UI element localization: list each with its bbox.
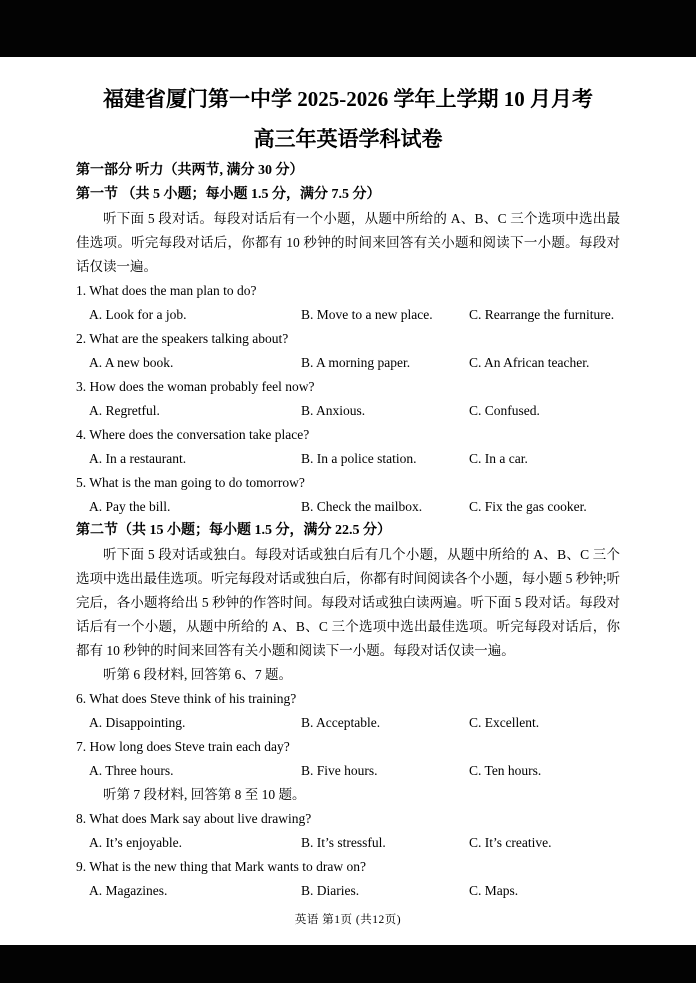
bottom-black-bar bbox=[0, 945, 696, 983]
question-8 bbox=[76, 807, 620, 855]
question-options bbox=[76, 831, 620, 855]
question-options bbox=[76, 303, 620, 327]
option-a: A. A new book. bbox=[89, 355, 174, 370]
question-options bbox=[76, 759, 620, 783]
option-c: C. In a car. bbox=[469, 451, 528, 466]
part1-heading: 第一部分 听力（共两节, 满分 30 分） bbox=[76, 163, 304, 178]
option-b: B. Five hours. bbox=[301, 763, 378, 778]
option-a: A. Magazines. bbox=[89, 883, 168, 898]
question-text: 1. What does the man plan to do? bbox=[76, 283, 257, 298]
section2-heading: 第二节（共 15 小题；每小题 1.5 分，满分 22.5 分） bbox=[76, 523, 391, 538]
option-c: C. Fix the gas cooker. bbox=[469, 499, 587, 514]
page-content bbox=[0, 57, 696, 945]
material-note-6: 听第 6 段材料, 回答第 6、7 题。 bbox=[103, 667, 292, 682]
question-text: 6. What does Steve think of his training? bbox=[76, 691, 297, 706]
option-c: C. Ten hours. bbox=[469, 763, 542, 778]
page-footer: 英语 第1页 (共12页) bbox=[294, 914, 402, 926]
top-black-bar bbox=[0, 0, 696, 57]
paper-subtitle: 高三年英语学科试卷 bbox=[253, 127, 443, 151]
material-note-7: 听第 7 段材料, 回答第 8 至 10 题。 bbox=[103, 787, 306, 802]
option-a: A. In a restaurant. bbox=[89, 451, 187, 466]
question-text: 5. What is the man going to do tomorrow? bbox=[76, 475, 305, 490]
option-b: B. In a police station. bbox=[301, 451, 417, 466]
option-a: A. Pay the bill. bbox=[89, 499, 171, 514]
section2-instructions: 听下面 5 段对话或独白。每段对话或独白后有几个小题，从题中所给的 A、B、C 三个选项中选出最佳选项。听完每段对话或独白后，你都有时间阅读各个小题，每小题 5 秒钟;听完后，各小题将给出 5 秒钟的作答时间。每段对话或独白读两遍。听下面 5 段对话。每段对话后有一个小题，从题中所给的 A、B、C 三个选项中选出最佳选项。听完每段对话后，你都有 10 秒钟的时间来回答有关小题和阅读下一小题。每段对话仅读一遍。 bbox=[76, 547, 620, 658]
question-9 bbox=[76, 855, 620, 903]
option-b: B. Acceptable. bbox=[301, 715, 381, 730]
question-options bbox=[76, 447, 620, 471]
question-1 bbox=[76, 279, 620, 327]
option-b: B. Anxious. bbox=[301, 403, 366, 418]
question-options bbox=[76, 879, 620, 903]
question-7 bbox=[76, 735, 620, 783]
option-a: A. Regretful. bbox=[89, 403, 160, 418]
option-c: C. Rearrange the furniture. bbox=[469, 307, 615, 322]
question-2 bbox=[76, 327, 620, 375]
option-b: B. A morning paper. bbox=[301, 355, 411, 370]
question-options bbox=[76, 399, 620, 423]
question-options bbox=[76, 495, 620, 519]
option-a: A. Look for a job. bbox=[89, 307, 187, 322]
option-c: C. Maps. bbox=[469, 883, 519, 898]
option-b: B. It’s stressful. bbox=[301, 835, 386, 850]
option-b: B. Diaries. bbox=[301, 883, 360, 898]
option-b: B. Move to a new place. bbox=[301, 307, 433, 322]
question-3 bbox=[76, 375, 620, 423]
question-4 bbox=[76, 423, 620, 471]
option-a: A. Disappointing. bbox=[89, 715, 186, 730]
question-text: 8. What does Mark say about live drawing? bbox=[76, 811, 312, 826]
question-6 bbox=[76, 687, 620, 735]
question-5 bbox=[76, 471, 620, 519]
option-c: C. Confused. bbox=[469, 403, 540, 418]
question-text: 2. What are the speakers talking about? bbox=[76, 331, 289, 346]
question-text: 9. What is the new thing that Mark wants to draw on? bbox=[76, 859, 366, 874]
option-c: C. Excellent. bbox=[469, 715, 540, 730]
option-a: A. It’s enjoyable. bbox=[89, 835, 182, 850]
question-text: 4. Where does the conversation take place? bbox=[76, 427, 310, 442]
option-b: B. Check the mailbox. bbox=[301, 499, 423, 514]
option-a: A. Three hours. bbox=[89, 763, 174, 778]
option-c: C. An African teacher. bbox=[469, 355, 590, 370]
paper-title: 福建省厦门第一中学 2025-2026 学年上学期 10 月月考 bbox=[103, 87, 593, 111]
question-options bbox=[76, 711, 620, 735]
section1-heading: 第一节 （共 5 小题；每小题 1.5 分，满分 7.5 分） bbox=[76, 187, 381, 202]
question-options bbox=[76, 351, 620, 375]
question-text: 7. How long does Steve train each day? bbox=[76, 739, 290, 754]
section1-instructions: 听下面 5 段对话。每段对话后有一个小题，从题中所给的 A、B、C 三个选项中选出最佳选项。听完每段对话后，你都有 10 秒钟的时间来回答有关小题和阅读下一小题。每段对话仅读一遍。 bbox=[76, 211, 620, 274]
question-text: 3. How does the woman probably feel now? bbox=[76, 379, 315, 394]
option-c: C. It’s creative. bbox=[469, 835, 552, 850]
